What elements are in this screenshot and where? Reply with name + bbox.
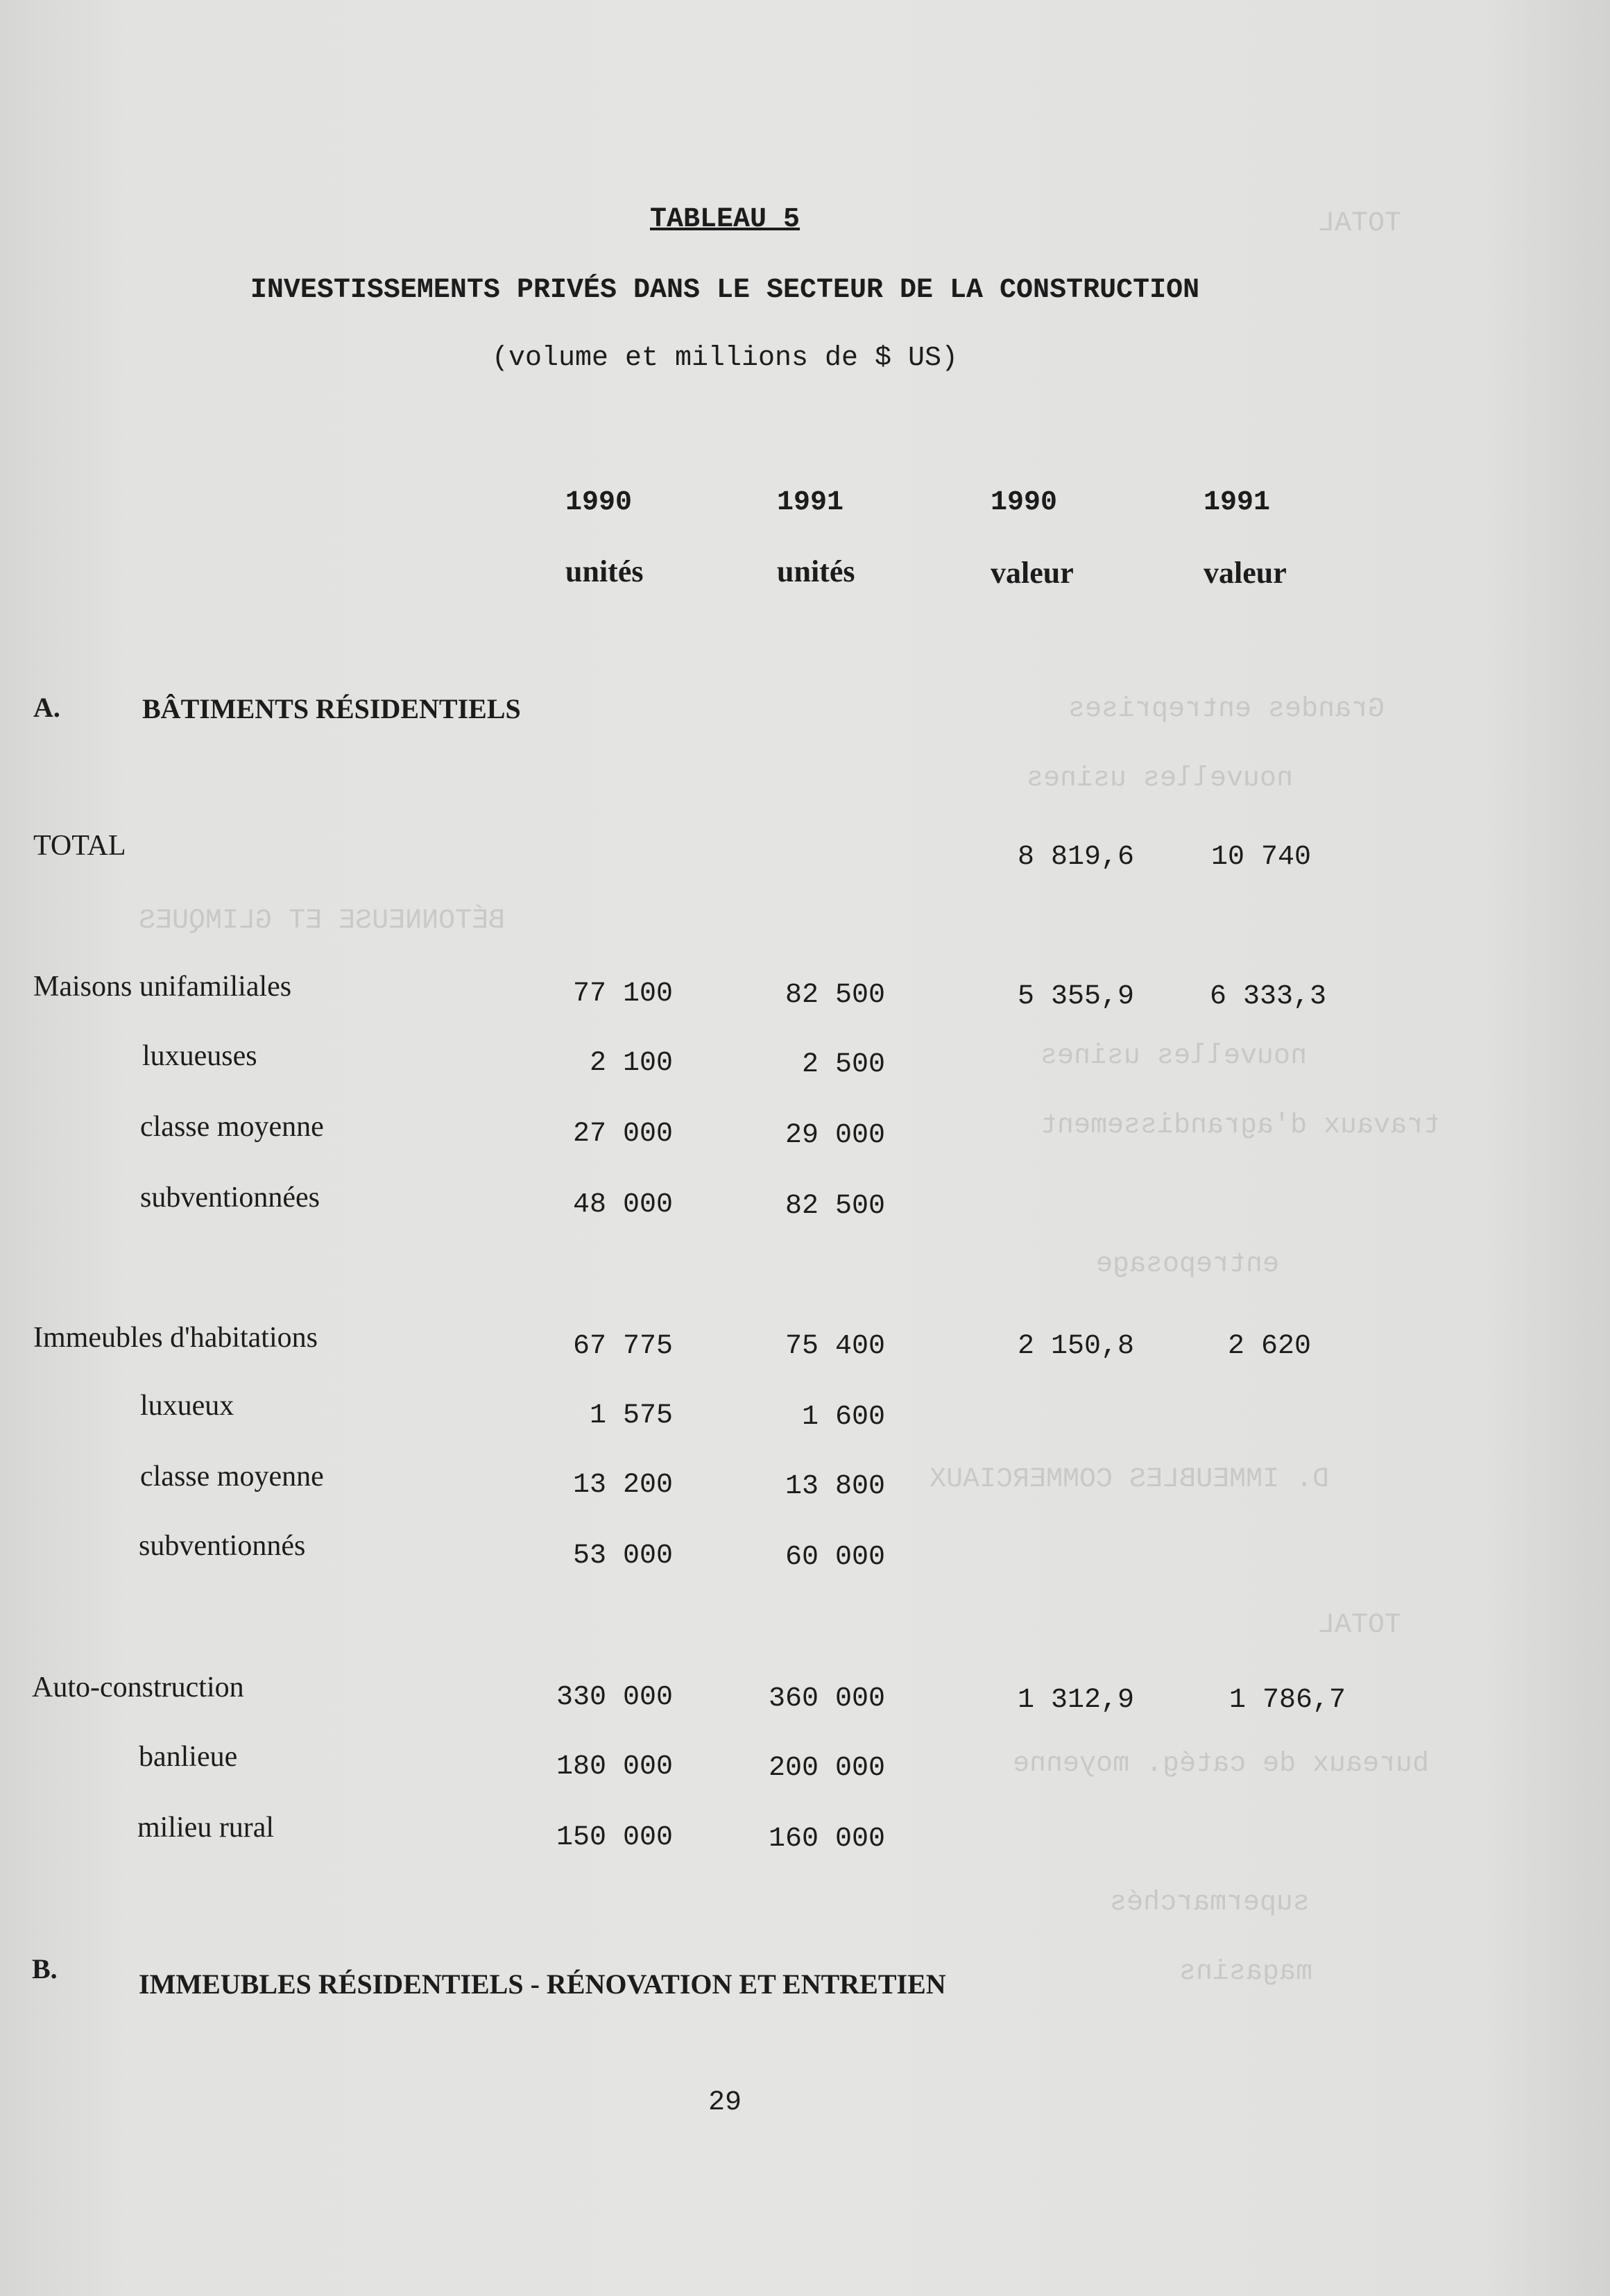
cell-value-1990: 1 312,9	[1017, 1685, 1134, 1716]
bleed-through-text: nouvelles usines	[1027, 763, 1294, 794]
cell-units-1990: 48 000	[572, 1189, 673, 1221]
bleed-through-text: supermarchés	[1110, 1887, 1310, 1919]
cell-units-1990: 67 775	[572, 1331, 673, 1362]
cell-units-1991: 2 500	[801, 1049, 885, 1080]
col-header-year: 1991	[1204, 487, 1271, 518]
cell-units-1991: 29 000	[785, 1120, 885, 1151]
cell-units-1991: 200 000	[768, 1753, 885, 1784]
cell-units-1990: 77 100	[572, 978, 673, 1010]
cell-value-1991: 6 333,3	[1209, 981, 1326, 1012]
bleed-through-text: entreposage	[1096, 1249, 1280, 1280]
cell-units-1991: 360 000	[768, 1683, 885, 1715]
row-label: TOTAL	[33, 830, 126, 862]
row-label: classe moyenne	[140, 1461, 324, 1493]
bleed-through-text: magasins	[1179, 1957, 1313, 1988]
col-header-kind: valeur	[1204, 556, 1287, 590]
bleed-through-text: TOTAL	[1318, 208, 1402, 239]
cell-value-1991: 10 740	[1210, 842, 1311, 873]
cell-value-1991: 2 620	[1227, 1331, 1311, 1362]
cell-units-1990: 150 000	[556, 1822, 673, 1853]
col-header-kind: unités	[565, 554, 644, 588]
bleed-through-text: D. IMMEUBLES COMMERCIAUX	[930, 1464, 1330, 1495]
row-label: luxueuses	[142, 1040, 257, 1072]
cell-units-1991: 13 800	[785, 1471, 885, 1502]
section-title: BÂTIMENTS RÉSIDENTIELS	[142, 693, 521, 724]
bleed-through-text: Grandes entreprises	[1068, 694, 1385, 725]
row-label: Immeubles d'habitations	[33, 1322, 318, 1354]
row-label: Maisons unifamiliales	[33, 971, 292, 1003]
cell-units-1991: 82 500	[785, 1191, 885, 1222]
bleed-through-text: nouvelles usines	[1040, 1041, 1308, 1072]
row-label: banlieue	[139, 1741, 238, 1773]
table-subtitle: (volume et millions de $ US)	[491, 343, 959, 374]
col-header-year: 1990	[565, 487, 633, 518]
row-label: milieu rural	[137, 1812, 275, 1844]
col-header-kind: unités	[777, 554, 855, 588]
cell-units-1990: 53 000	[572, 1540, 673, 1572]
col-header-year: 1990	[991, 487, 1058, 518]
row-label: luxueux	[140, 1390, 234, 1422]
bleed-through-text: bureaux de catég. moyenne	[1013, 1749, 1430, 1780]
cell-units-1991: 160 000	[768, 1823, 885, 1855]
section-letter: B.	[32, 1953, 58, 1984]
cell-units-1990: 180 000	[556, 1751, 673, 1783]
bleed-through-text: BÉTONNEUSE ET GLIMQUES	[139, 905, 506, 937]
bleed-through-text: TOTAL	[1318, 1610, 1402, 1641]
cell-units-1991: 75 400	[785, 1331, 885, 1362]
cell-units-1991: 82 500	[785, 980, 885, 1011]
col-header-kind: valeur	[991, 556, 1074, 590]
cell-units-1990: 27 000	[572, 1119, 673, 1150]
row-label: subventionnées	[140, 1182, 320, 1214]
cell-units-1990: 2 100	[589, 1048, 673, 1079]
cell-units-1991: 60 000	[785, 1542, 885, 1573]
cell-value-1990: 5 355,9	[1017, 981, 1134, 1012]
cell-units-1990: 1 575	[589, 1400, 673, 1431]
bleed-through-text: travaux d'agrandissement	[1040, 1110, 1441, 1141]
row-label: classe moyenne	[140, 1111, 324, 1143]
page-number: 29	[708, 2087, 742, 2118]
row-label: Auto-construction	[32, 1672, 244, 1703]
cell-units-1990: 330 000	[556, 1682, 673, 1713]
section-letter: A.	[33, 692, 60, 723]
cell-units-1990: 13 200	[572, 1470, 673, 1501]
section-title: IMMEUBLES RÉSIDENTIELS - RÉNOVATION ET ENTRETIEN	[139, 1968, 946, 2000]
col-header-year: 1991	[777, 487, 844, 518]
cell-value-1990: 8 819,6	[1017, 842, 1134, 873]
row-label: subventionnés	[139, 1530, 306, 1562]
cell-value-1991: 1 786,7	[1228, 1685, 1346, 1716]
table-number: TABLEAU 5	[649, 204, 800, 235]
cell-units-1991: 1 600	[801, 1402, 885, 1433]
cell-value-1990: 2 150,8	[1017, 1331, 1134, 1362]
table-title: INVESTISSEMENTS PRIVÉS DANS LE SECTEUR DE LA CONSTRUCTION	[250, 275, 1200, 306]
